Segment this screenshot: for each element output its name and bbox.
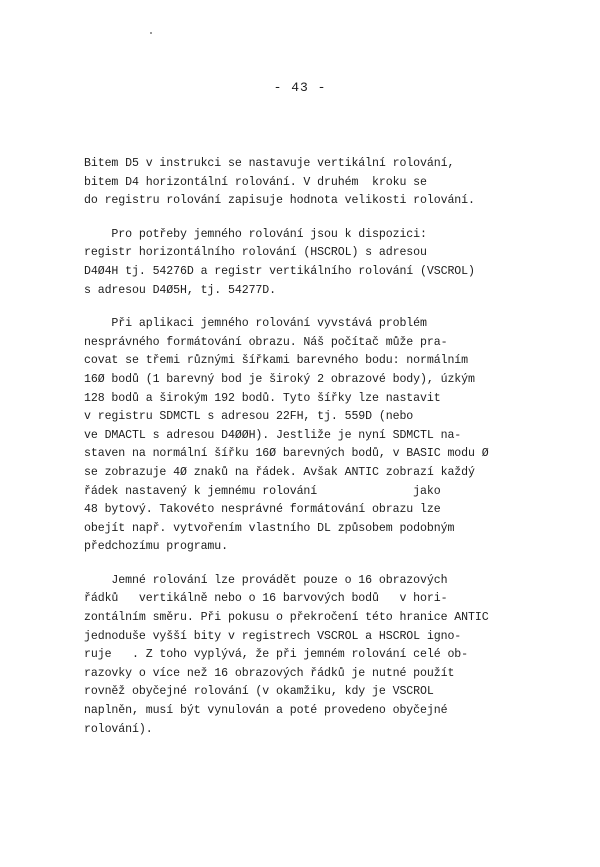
paragraph: [84, 315, 584, 557]
text-line: bitem D4 horizontální rolování. V druhém kroku se: [84, 175, 427, 189]
text-line: v registru SDMCTL s adresou 22FH, tj. 559D (nebo: [84, 410, 414, 424]
text-line: ve DMACTL s adresou D4ØØH). Jestliže je nyní SDMCTL na-: [84, 428, 462, 442]
text-line: Při aplikaci jemného rolování vyvstává problém: [84, 317, 427, 331]
body-text: [84, 155, 584, 754]
text-line: staven na normální šířku 16Ø barevných bodů, v BASIC modu Ø: [84, 447, 489, 461]
text-line: předchozímu programu.: [84, 540, 229, 554]
text-line: jednoduše vyšší bity v registrech VSCROL a HSCROL igno-: [84, 629, 462, 643]
paragraph: [84, 572, 584, 739]
paragraph: [84, 226, 584, 300]
text-line: zontálním směru. Při pokusu o překročení této hranice ANTIC: [84, 611, 489, 625]
text-line: ruje . Z toho vyplývá, že při jemném rolování celé ob-: [84, 648, 469, 662]
text-line: nesprávného formátování obrazu. Náš počítač může pra-: [84, 335, 448, 349]
text-line: naplněn, musí být vynulován a poté provedeno obyčejné: [84, 704, 448, 718]
page-number: - 43 -: [273, 80, 327, 95]
text-line: obejít např. vytvořením vlastního DL způsobem podobným: [84, 521, 455, 535]
text-line: covat se třemi různými šířkami barevného bodu: normálním: [84, 354, 469, 368]
text-line: 16Ø bodů (1 barevný bod je široký 2 obrazové body), úzkým: [84, 372, 475, 386]
text-line: 128 bodů a širokým 192 bodů. Tyto šířky lze nastavit: [84, 391, 441, 405]
text-line: D4Ø4H tj. 54276D a registr vertikálního rolování (VSCROL): [84, 264, 475, 278]
text-line: Jemné rolování lze provádět pouze o 16 obrazových: [84, 573, 448, 587]
text-line: řádků vertikálně nebo o 16 barvových bodů v hori-: [84, 592, 448, 606]
text-line: rovněž obyčejné rolování (v okamžiku, kdy je VSCROL: [84, 685, 434, 699]
text-line: 48 bytový. Takovéto nesprávné formátování obrazu lze: [84, 503, 441, 517]
text-line: registr horizontálního rolování (HSCROL) s adresou: [84, 246, 427, 260]
text-line: do registru rolování zapisuje hodnota velikosti rolování.: [84, 194, 475, 208]
text-line: Bitem D5 v instrukci se nastavuje vertikální rolování,: [84, 157, 455, 170]
text-line: razovky o více než 16 obrazových řádků je nutné použít: [84, 666, 455, 680]
text-line: řádek nastavený k jemnému rolování jako: [84, 484, 441, 498]
text-line: s adresou D4Ø5H, tj. 54277D.: [84, 283, 277, 297]
ink-speck: [150, 32, 152, 34]
text-line: se zobrazuje 4Ø znaků na řádek. Avšak ANTIC zobrazí každý: [84, 465, 475, 479]
text-line: Pro potřeby jemného rolování jsou k dispozici:: [84, 227, 427, 241]
paragraph: [84, 155, 584, 211]
text-line: rolování).: [84, 722, 153, 736]
